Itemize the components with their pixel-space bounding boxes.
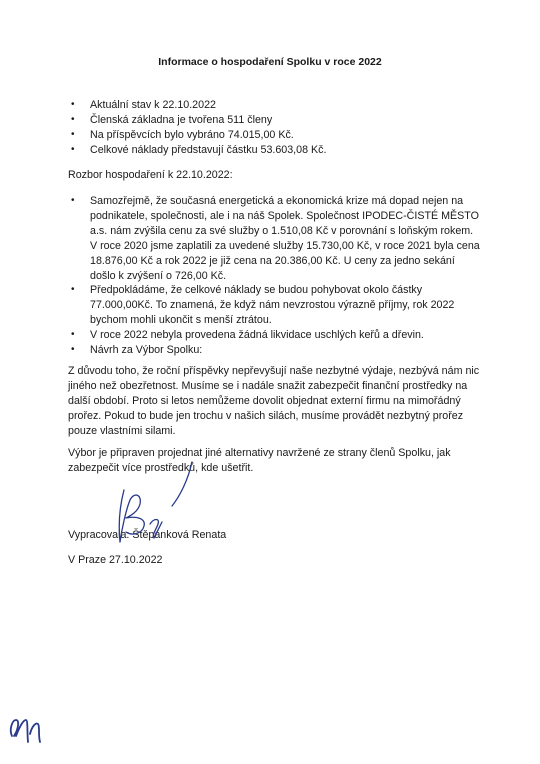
analysis-item: • Návrh za Výbor Spolku: bbox=[68, 343, 483, 358]
analysis-item: • Samozřejmě, že současná energetická a ekonomická krize má dopad nejen na podnikatele, společnosti, ale i na náš Spolek. Společnost IPODEC-ČISTÉ MĚSTO a.s. nám zvýšila cenu za své služby o 1.510,08 Kč v porovnání s loňským rokem. V roce 2020 jsme zaplatili za uvedené služby 15.730,00 Kč, v roce 2021 byla cena 18.876,00 Kč a rok 2022 je již cena na 20.386,00 Kč. U ceny za jedno sekání došlo k zvýšení o 726,00 Kč. bbox=[68, 194, 483, 283]
analysis-list-section bbox=[68, 194, 483, 358]
signer-line: Vypracovala: Štěpánková Renata bbox=[68, 529, 227, 541]
status-item: • Celkové náklady představují částku 53.603,08 Kč. bbox=[68, 143, 483, 158]
status-item: • Členská základna je tvořena 511 členy bbox=[68, 113, 483, 128]
document-title: Informace o hospodaření Spolku v roce 2022 bbox=[158, 56, 382, 68]
handwritten-signature bbox=[96, 460, 206, 560]
analysis-list bbox=[68, 194, 483, 358]
paragraph-text: Z důvodu toho, že roční příspěvky nepřevyšují naše nezbytné výdaje, nezbývá nám nic jiného než obezřetnost. Musíme se i nadále snažit zabezpečit finanční prostředky na další období. Proto si letos nemůžeme dovolit objednat externí firmu na mimořádný prořez. Pokud to bude jen trochu v našich silách, musíme provádět nezbytný prořez pouze vlastními silami. bbox=[68, 365, 480, 437]
handwritten-initials bbox=[6, 712, 46, 748]
status-item: • Aktuální stav k 22.10.2022 bbox=[68, 98, 483, 113]
status-list bbox=[68, 98, 483, 158]
analysis-item: • V roce 2022 nebyla provedena žádná likvidace uschlých keřů a dřevin. bbox=[68, 328, 483, 343]
paragraph-savings bbox=[68, 364, 483, 439]
analysis-item: • Předpokládáme, že celkové náklady se budou pohybovat okolo částky 77.000,00Kč. To znamená, že když nám nevzrostou výrazně příjmy, rok 2022 bychom mohli ukončit s menší ztrátou. bbox=[68, 283, 483, 328]
paragraph-text: Výbor je připraven projednat jiné alternativy navržené ze strany členů Spolku, jak zabezpečit více prostředků, kde ušetřit. bbox=[68, 447, 451, 474]
analysis-label: Rozbor hospodaření k 22.10.2022: bbox=[68, 169, 233, 181]
status-list-section bbox=[68, 98, 483, 158]
status-item: • Na příspěvcích bylo vybráno 74.015,00 Kč. bbox=[68, 128, 483, 143]
place-date: V Praze 27.10.2022 bbox=[68, 554, 163, 566]
